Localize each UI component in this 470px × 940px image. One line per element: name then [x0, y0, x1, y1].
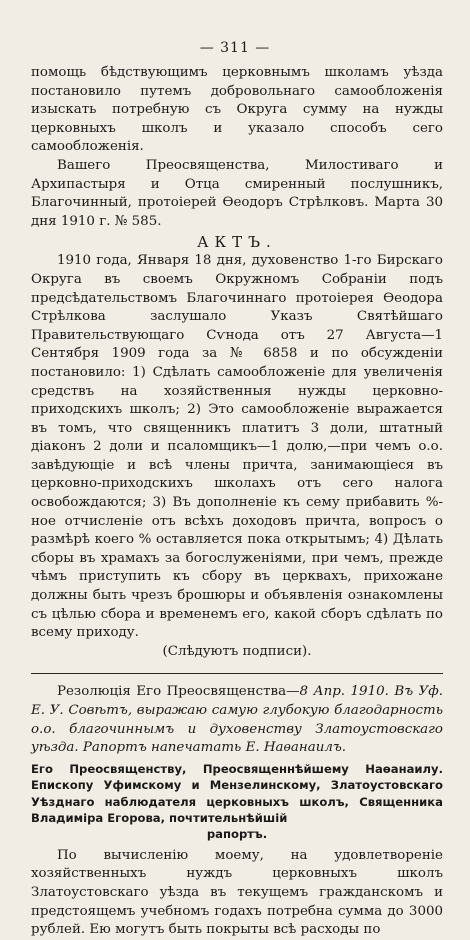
report-first-paragraph: По вычисленію моему, на удовлетвореніе хозяйственныхъ нуждъ церковныхъ школъ Златоустовскаго уѣзда въ текущемъ гражданскомъ и предстоящемъ учебномъ годахъ потребна сумма до 3000 рублей. Ею могутъ быть покрыты всѣ расходы по [31, 847, 443, 938]
act-title: АКТЪ. [197, 233, 277, 252]
resolution-lead: Резолюція Его Преосвященства— [57, 684, 300, 700]
resolution-text: 8 Апр. 1910. Въ Уф. Е. У. Совѣтъ, выражаю самую глубокую благодарность о.о. благочиннымъ и духовенству Златоустовскаго уѣзда. Рапортъ напечатать Е. Наѳанаилъ. [31, 684, 444, 756]
paragraph-school-aid: помощь бѣдствующимъ церковнымъ школамъ уѣзда постановило путемъ добровольнаго самообложенія изыскать потребную съ Округа сумму на нужды церковныхъ школъ и указало способъ сего самообложенія. [31, 65, 443, 155]
resolution-paragraph [31, 683, 443, 757]
signatures-note: (Слѣдуютъ подписи). [162, 643, 312, 659]
paragraph-closing-signature: Вашего Преосвященства, Милостиваго и Архипастыря и Отца смиренный послушникъ, Благочинный, протоіерей Ѳеодоръ Стрѣлковъ. Марта 30 дня 1910 г. № 585. [31, 157, 443, 229]
section-divider [31, 673, 443, 674]
report-heading-end: рапортъ. [206, 827, 268, 842]
act-body: 1910 года, Января 18 дня, духовенство 1-го Бирскаго Округа въ своемъ Окружномъ Собраніи подъ предсѣдательствомъ Благочиннаго протоіерея Ѳеодора Стрѣлкова заслушало Указъ Святѣйшаго Правительствующаго Сѵнода отъ 27 Августа—1 Сентября 1909 года за № 6858 и по обсужденіи постановило: 1) Сдѣлать самообложеніе для увеличенія средствъ на хозяйственныя нужды церковно-приходскихъ школъ; 2) Это самообложеніе выражается въ томъ, что священникъ платитъ 3 доли, штатный діаконъ 2 доли и псаломщикъ—1 долю,—при чемъ о.о. завѣдующіе и всѣ члены причта, занимающіеся въ церковно-приходскихъ школахъ отъ сего налога освобождаются; 3) Въ дополненіе къ сему прибавить %-ное отчисленіе отъ всѣхъ доходовъ причта, вопросъ о размѣрѣ коего % оставляется пока открытымъ; 4) Дѣлать сборы въ храмахъ за богослуженіями, при чемъ, прежде чѣмъ приступить къ сбору въ церквахъ, прихожане должны быть чрезъ брошюры и объявленія ознакомлены съ цѣлью сбора и временемъ его, какой сборъ сдѣлать по всему приходу. [31, 253, 443, 641]
report-heading-text: Его Преосвященству, Преосвященнѣйшему Наѳанаилу. Епископу Уфимскому и Мензелинскому, Златоустовскаго Уѣзднаго наблюдателя церковныхъ школъ, Священника Владиміра Егорова, почтительнѣйшій [31, 761, 443, 825]
page-number: — 311 — [199, 40, 271, 56]
report-heading [31, 761, 443, 843]
page-body [31, 64, 443, 940]
